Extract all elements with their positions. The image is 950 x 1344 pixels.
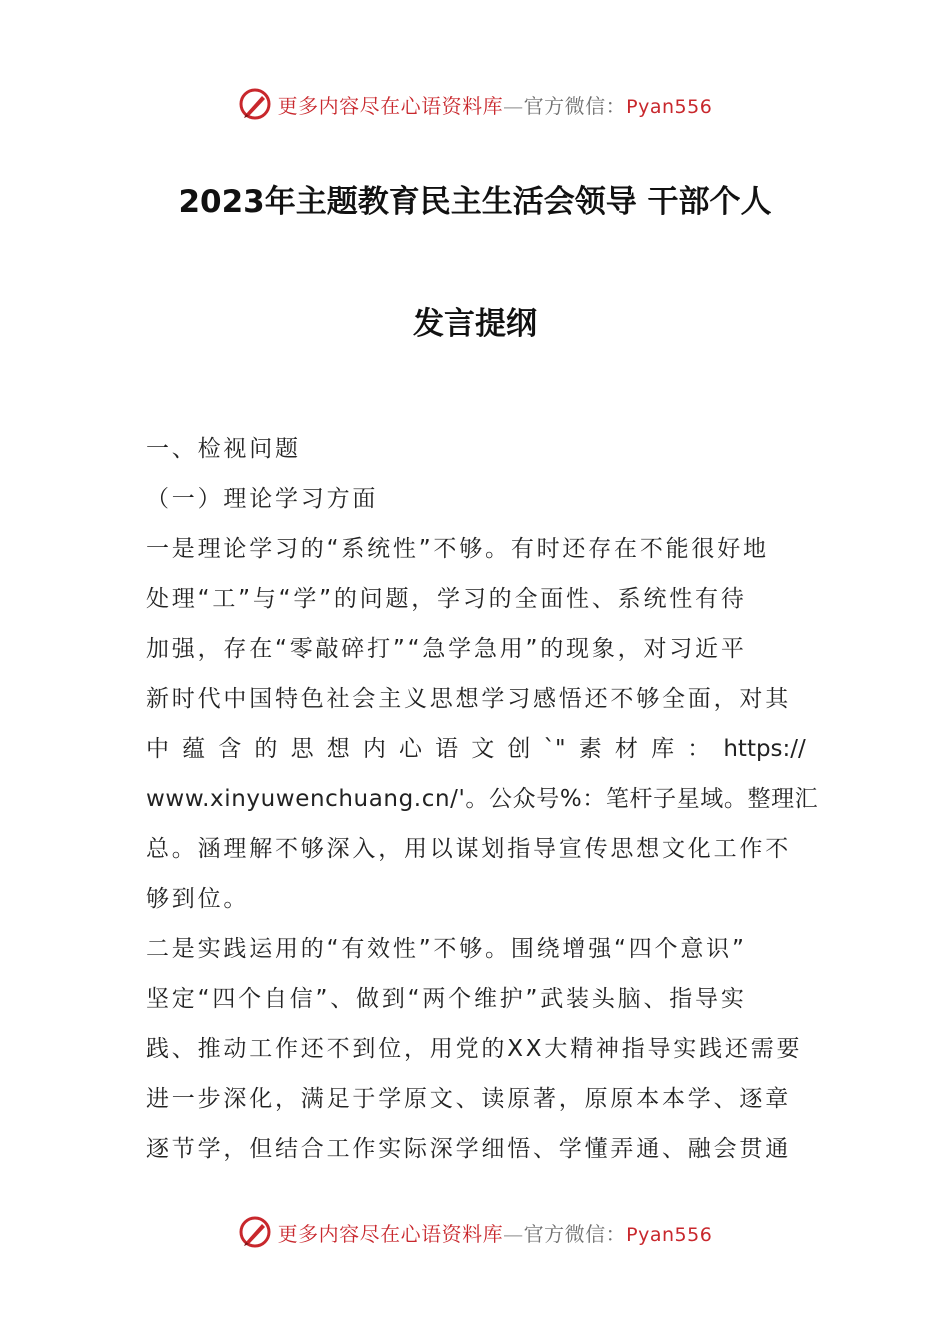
spread-char: `"	[543, 736, 566, 762]
banner-wechat-id: Pyan556	[626, 95, 713, 118]
banner-dash: —	[503, 93, 524, 118]
quill-logo-icon	[238, 1215, 272, 1249]
spread-char: 心	[398, 736, 422, 762]
paragraph-line: 坚定“四个自信”、做到“两个维护”武装头脑、指导实	[146, 986, 747, 1012]
document-title-line-2: 发言提纲	[413, 306, 537, 342]
paragraph-line: 加强，存在“零敲碎打”“急学急用”的现象，对习近平	[146, 636, 747, 662]
paragraph-line: 一是理论学习的“系统性”不够。有时还存在不能很好地	[146, 536, 769, 562]
spread-char: ：	[687, 736, 711, 762]
banner-main-text: 更多内容尽在心语资料库	[277, 1221, 504, 1246]
spread-char: 材	[614, 736, 638, 762]
spread-char: 创	[507, 736, 531, 762]
banner-official-label: 官方微信：	[523, 1221, 627, 1246]
spread-char: 内	[362, 736, 386, 762]
paragraph-line-url: www.xinyuwenchuang.cn/'。公众号%：笔杆子星域。整理汇	[146, 786, 819, 812]
section-heading: 一、检视问题	[146, 436, 301, 462]
banner-dash: —	[503, 1221, 524, 1246]
spread-char: 的	[254, 736, 278, 762]
spread-char: 中	[146, 736, 169, 762]
paragraph-line: 够到位。	[146, 886, 250, 912]
paragraph-line: 逐节学，但结合工作实际深学细悟、学懂弄通、融会贯通	[146, 1136, 791, 1162]
url-fragment: https://	[723, 736, 806, 762]
spread-char: 语	[435, 736, 459, 762]
spread-char: 含	[218, 736, 242, 762]
spread-char: 思	[290, 736, 314, 762]
spread-char: 想	[326, 736, 350, 762]
spread-char: 文	[471, 736, 495, 762]
paragraph-line: 新时代中国特色社会主义思想学习感悟还不够全面，对其	[146, 686, 791, 712]
footer-banner	[0, 1212, 950, 1252]
paragraph-line: 进一步深化，满足于学原文、读原著，原原本本学、逐章	[146, 1086, 791, 1112]
paragraph-line: 处理“工”与“学”的问题，学习的全面性、系统性有待	[146, 586, 747, 612]
banner-wechat-id: Pyan556	[626, 1223, 713, 1246]
spread-char: 素	[578, 736, 602, 762]
paragraph-line-spread	[146, 732, 806, 766]
spread-char: 蕴	[182, 736, 206, 762]
banner-official-label: 官方微信：	[523, 93, 627, 118]
document-title-line-1: 2023年主题教育民主生活会领导 干部个人	[178, 184, 772, 220]
paragraph-line: 践、推动工作还不到位，用党的XX大精神指导实践还需要	[146, 1036, 803, 1062]
quill-logo-icon	[238, 87, 272, 121]
paragraph-line: 总。涵理解不够深入，用以谋划指导宣传思想文化工作不	[146, 836, 791, 862]
paragraph-line: 二是实践运用的“有效性”不够。围绕增强“四个意识”	[146, 936, 747, 962]
banner-main-text: 更多内容尽在心语资料库	[277, 93, 504, 118]
banner-text	[278, 1218, 713, 1247]
header-banner	[0, 84, 950, 124]
spread-char: 库	[651, 736, 675, 762]
subsection-heading: （一）理论学习方面	[146, 486, 379, 512]
banner-text	[278, 90, 713, 119]
